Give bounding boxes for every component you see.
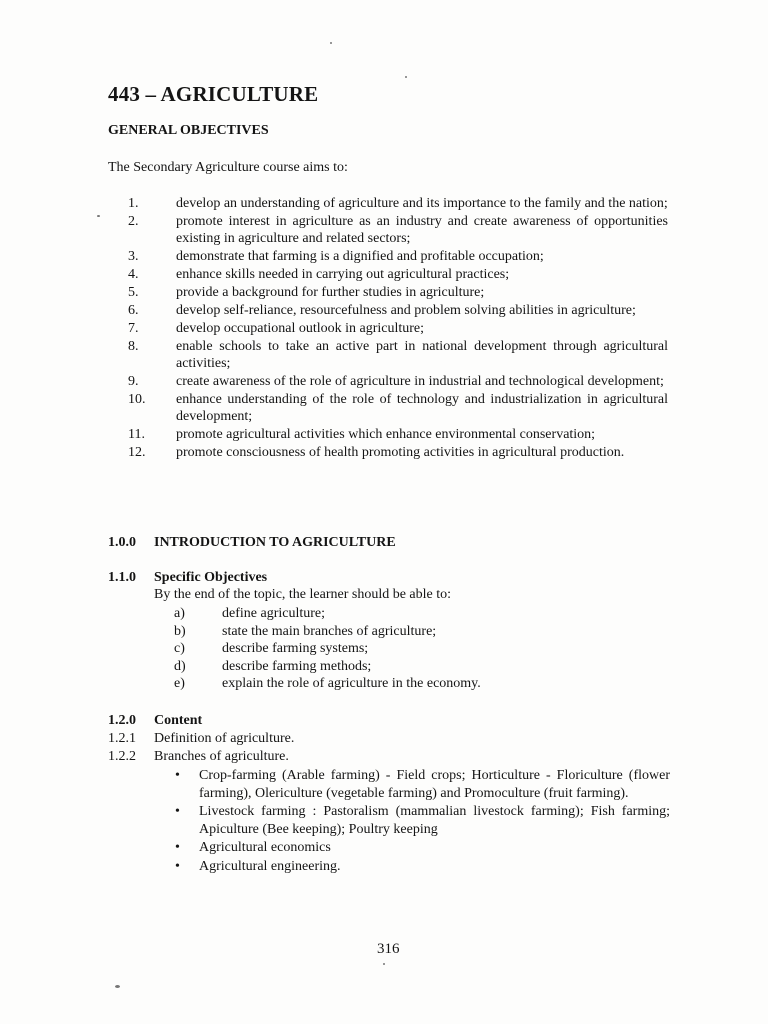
section-title: INTRODUCTION TO AGRICULTURE	[154, 535, 396, 550]
objective-text: promote consciousness of health promoting activities in agricultural production.	[176, 445, 625, 460]
objective-item	[0, 302, 768, 319]
objective-number: 11.	[128, 427, 145, 442]
objective-text: create awareness of the role of agriculture in industrial and technological development;	[176, 374, 664, 389]
bullet-icon: •	[175, 858, 180, 874]
objective-number: 9.	[128, 374, 139, 389]
objective-text: develop occupational outlook in agriculture;	[176, 321, 425, 336]
objective-item	[0, 338, 768, 372]
intro-text: The Secondary Agriculture course aims to:	[108, 160, 348, 175]
specific-objective-text: define agriculture;	[222, 606, 326, 621]
specific-objectives-heading	[108, 570, 267, 586]
objective-number: 5.	[128, 285, 139, 300]
section-heading-introduction	[108, 535, 396, 551]
specific-objective-label: b)	[174, 623, 186, 639]
specific-objective-label: e)	[174, 676, 185, 691]
content-heading	[108, 713, 202, 729]
specific-objective-text: describe farming systems;	[222, 641, 369, 656]
content-list	[0, 730, 294, 765]
specific-objectives-list	[0, 605, 481, 693]
specific-objective-item	[0, 623, 481, 641]
objective-number: 10.	[128, 392, 146, 407]
bullet-text: Crop-farming (Arable farming) - Field crops; Horticulture - Floriculture (flower farming), Olericulture (vegetable farming) and Promoculture (fruit farming).	[199, 768, 670, 801]
section-title: Specific Objectives	[154, 570, 268, 585]
specific-objective-item	[0, 675, 481, 693]
bullet-item	[0, 839, 768, 857]
objectives-list	[0, 195, 768, 462]
page-title: 443 – AGRICULTURE	[108, 82, 319, 106]
specific-objective-label: d)	[174, 658, 186, 674]
content-bullets	[0, 767, 768, 876]
objective-number: 6.	[128, 303, 139, 318]
content-subsection	[0, 730, 294, 748]
objective-text: develop an understanding of agriculture and its importance to the family and the nation;	[176, 196, 668, 211]
objective-text: provide a background for further studies in agriculture;	[176, 285, 485, 300]
section-title: Content	[154, 713, 203, 728]
scan-speck	[383, 963, 385, 965]
objective-number: 3.	[128, 249, 139, 264]
objective-item	[0, 195, 768, 212]
objective-item	[0, 284, 768, 301]
subsection-text: Branches of agriculture.	[154, 748, 289, 764]
specific-objective-text: explain the role of agriculture in the economy.	[222, 676, 481, 691]
content-subsection	[0, 748, 294, 766]
specific-objectives-lead: By the end of the topic, the learner should be able to:	[154, 587, 452, 602]
objective-item	[0, 213, 768, 247]
objective-number: 4.	[128, 267, 139, 282]
specific-objective-label: a)	[174, 606, 185, 621]
subsection-number: 1.2.2	[108, 748, 136, 764]
objective-item	[0, 391, 768, 425]
scan-speck	[115, 985, 120, 988]
objective-text: develop self-reliance, resourcefulness and problem solving abilities in agriculture;	[176, 303, 636, 318]
objective-number: 12.	[128, 445, 146, 460]
general-objectives-heading: GENERAL OBJECTIVES	[108, 123, 269, 138]
objective-text: enable schools to take an active part in national development through agricultural activities;	[176, 339, 668, 371]
subsection-number: 1.2.1	[108, 731, 136, 746]
objective-item	[0, 373, 768, 390]
bullet-text: Livestock farming : Pastoralism (mammalian livestock farming); Fish farming; Apiculture (Bee keeping); Poultry keeping	[199, 804, 670, 837]
specific-objective-label: c)	[174, 641, 185, 656]
objective-item	[0, 266, 768, 283]
bullet-icon: •	[175, 768, 180, 783]
objective-text: promote agricultural activities which enhance environmental conservation;	[176, 427, 596, 442]
scan-speck	[405, 76, 407, 78]
bullet-text: Agricultural economics	[199, 840, 331, 855]
objective-item	[0, 426, 768, 443]
objective-number: 7.	[128, 321, 139, 336]
bullet-text: Agricultural engineering.	[199, 858, 341, 874]
bullet-item	[0, 767, 768, 802]
objective-item	[0, 320, 768, 337]
scan-speck	[97, 215, 100, 217]
objective-item	[0, 444, 768, 461]
specific-objective-item	[0, 640, 481, 658]
objective-number: 8.	[128, 339, 139, 354]
specific-objective-item	[0, 605, 481, 623]
bullet-icon: •	[175, 804, 180, 819]
objective-text: promote interest in agriculture as an industry and create awareness of opportunities existing in agriculture and related sectors;	[176, 214, 668, 246]
objective-item	[0, 248, 768, 265]
section-number: 1.0.0	[108, 535, 136, 550]
section-number: 1.2.0	[108, 713, 136, 728]
bullet-icon: •	[175, 840, 180, 855]
objective-number: 2.	[128, 214, 139, 229]
specific-objective-text: state the main branches of agriculture;	[222, 623, 437, 639]
objective-text: enhance skills needed in carrying out agricultural practices;	[176, 267, 510, 282]
scan-speck	[330, 42, 332, 44]
specific-objective-text: describe farming methods;	[222, 658, 372, 674]
section-number: 1.1.0	[108, 570, 136, 585]
objective-number: 1.	[128, 196, 139, 211]
objective-text: enhance understanding of the role of technology and industrialization in agricultural development;	[176, 392, 668, 424]
objective-text: demonstrate that farming is a dignified and profitable occupation;	[176, 249, 544, 264]
bullet-item	[0, 803, 768, 838]
specific-objective-item	[0, 658, 481, 676]
page-number: 316	[377, 941, 400, 957]
subsection-text: Definition of agriculture.	[154, 731, 295, 746]
bullet-item	[0, 858, 768, 876]
